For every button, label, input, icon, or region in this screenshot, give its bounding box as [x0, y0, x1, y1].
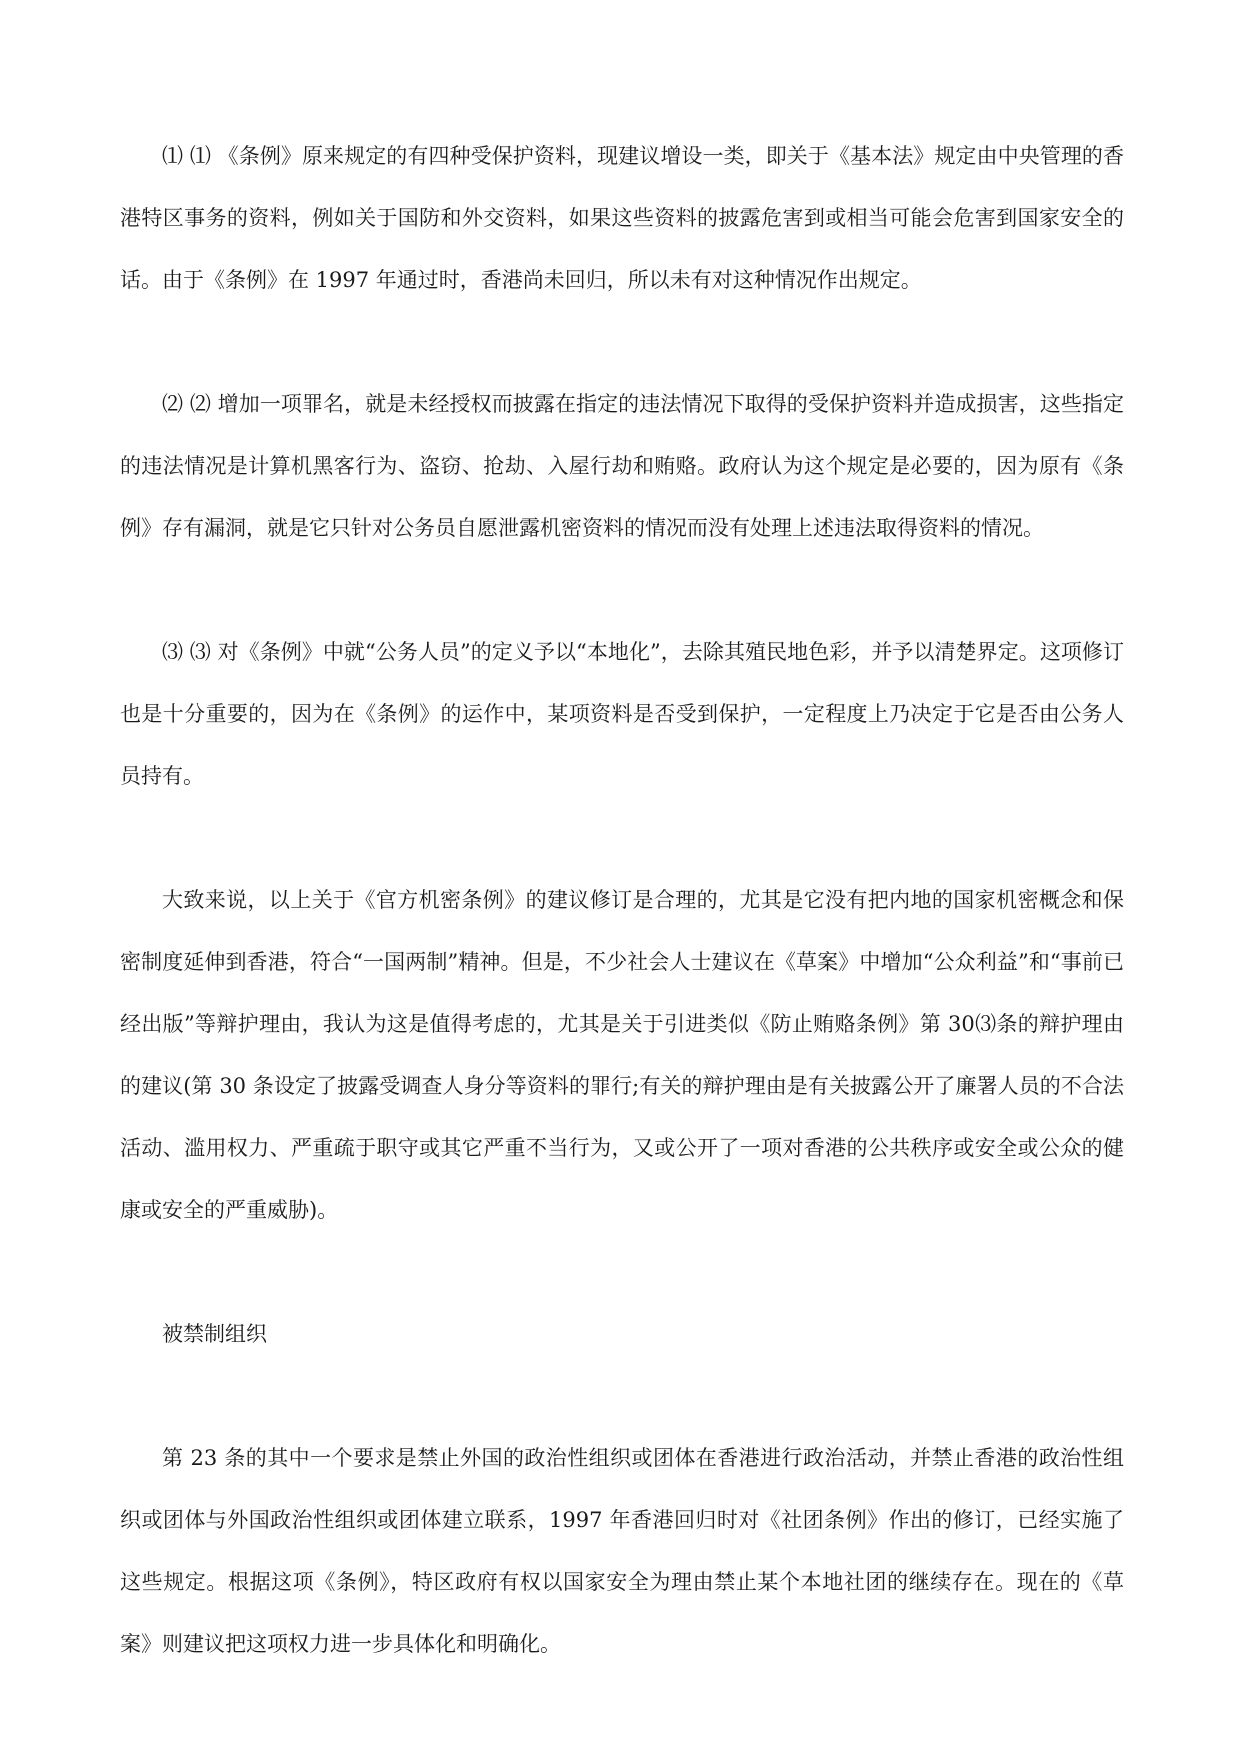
paragraph-item-3: ⑶ ⑶ 对《条例》中就“公务人员”的定义予以“本地化”，去除其殖民地色彩，并予以清楚界定。这项修订也是十分重要的，因为在《条例》的运作中，某项资料是否受到保护，一定程度上乃决定于它是否由公务人员持有。 — [120, 640, 1124, 788]
section-heading: 被禁制组织 — [162, 1322, 267, 1346]
paragraph-discussion: 大致来说，以上关于《官方机密条例》的建议修订是合理的，尤其是它没有把内地的国家机密概念和保密制度延伸到香港，符合“一国两制”精神。但是，不少社会人士建议在《草案》中增加“公众利益”和“事前已经出版”等辩护理由，我认为这是值得考虑的，尤其是关于引进类似《防止贿赂条例》第 30⑶条的辩护理由的建议(第 30 条设定了披露受调查人身分等资料的罪行;有关的辩护理由是有关披露公开了廉署人员的不合法活动、滥用权力、严重疏于职守或其它严重不当行为，又或公开了一项对香港的公共秩序或安全或公众的健康或安全的严重威胁)。 — [120, 888, 1124, 1222]
paragraph-item-1: ⑴ ⑴ 《条例》原来规定的有四种受保护资料，现建议增设一类，即关于《基本法》规定由中央管理的香港特区事务的资料，例如关于国防和外交资料，如果这些资料的披露危害到或相当可能会危害到国家安全的话。由于《条例》在 1997 年通过时，香港尚未回归，所以未有对这种情况作出规定。 — [120, 144, 1124, 292]
paragraph-article-23: 第 23 条的其中一个要求是禁止外国的政治性组织或团体在香港进行政治活动，并禁止香港的政治性组织或团体与外国政治性组织或团体建立联系，1997 年香港回归时对《社团条例》作出的修订，已经实施了这些规定。根据这项《条例》，特区政府有权以国家安全为理由禁止某个本地社团的继续存在。现在的《草案》则建议把这项权力进一步具体化和明确化。 — [120, 1446, 1124, 1656]
paragraph-item-2: ⑵ ⑵ 增加一项罪名，就是未经授权而披露在指定的违法情况下取得的受保护资料并造成损害，这些指定的违法情况是计算机黑客行为、盗窃、抢劫、入屋行劫和贿赂。政府认为这个规定是必要的，因为原有《条例》存有漏洞，就是它只针对公务员自愿泄露机密资料的情况而没有处理上述违法取得资料的情况。 — [120, 392, 1124, 540]
document-page — [120, 125, 1124, 1737]
